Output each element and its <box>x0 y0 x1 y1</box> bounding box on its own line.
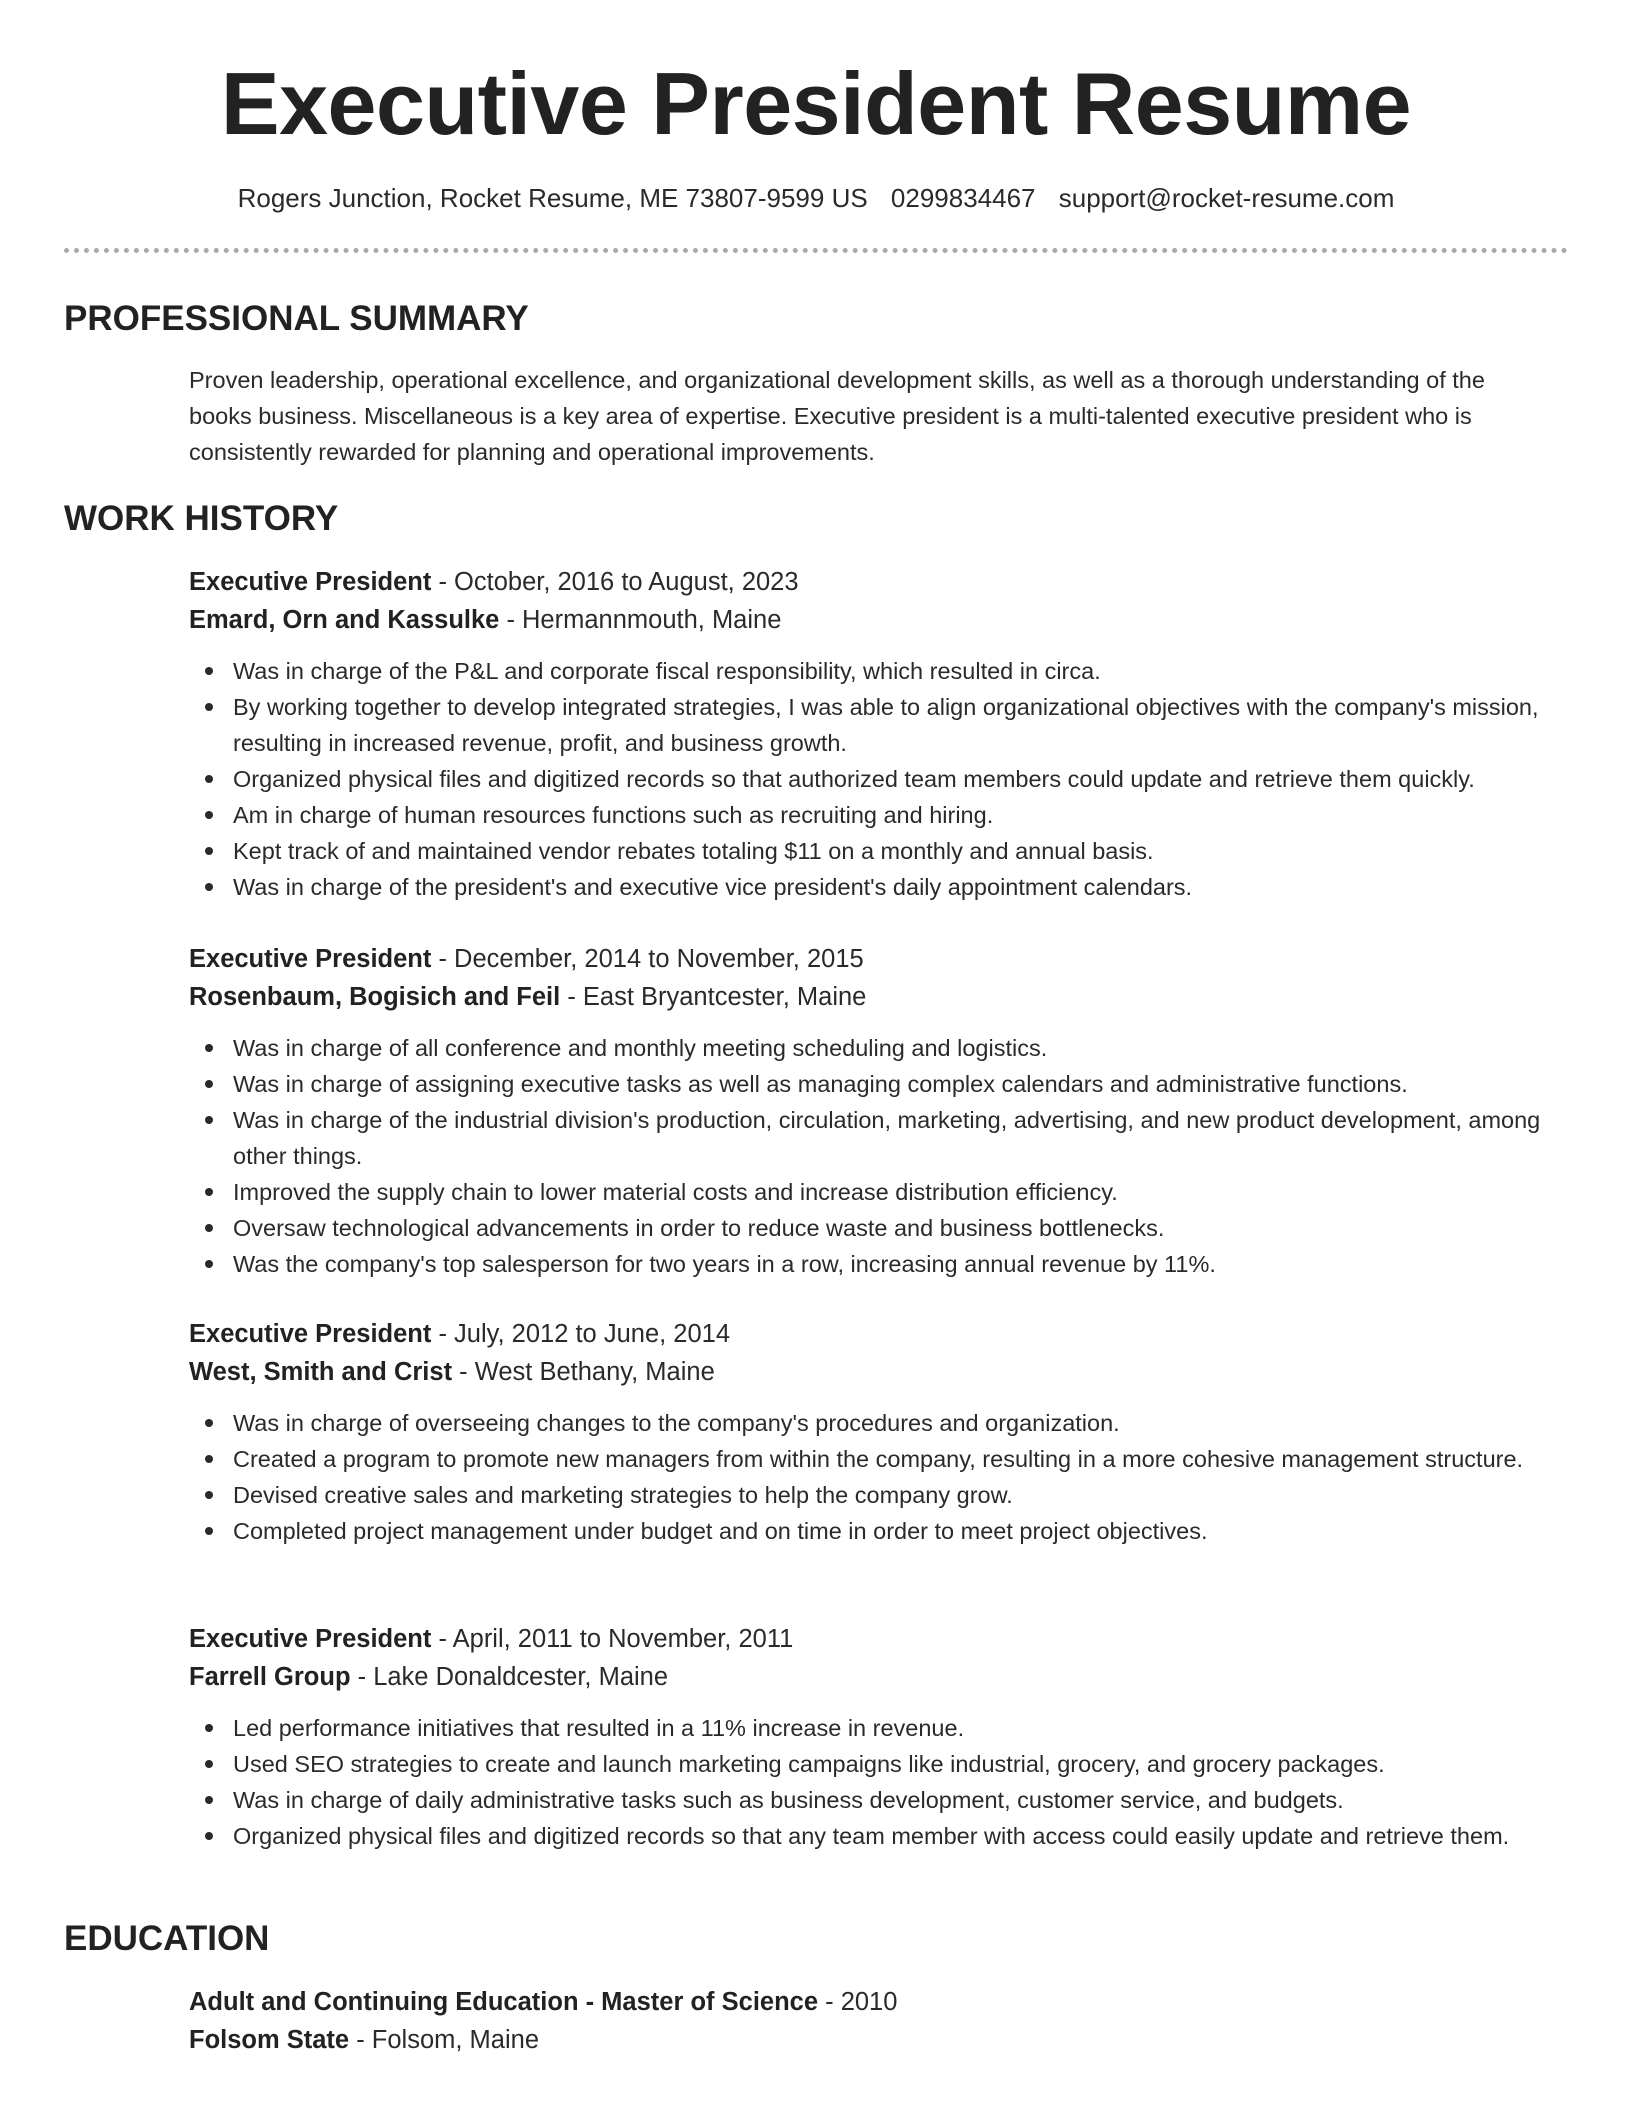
job-dates: - April, 2011 to November, 2011 <box>431 1625 794 1653</box>
list-item: Devised creative sales and marketing strategies to help the company grow. <box>189 1477 1569 1513</box>
contact-email: support@rocket-resume.com <box>1058 183 1395 213</box>
job-bullets <box>189 1405 1569 1549</box>
list-item: Kept track of and maintained vendor rebates totaling $11 on a monthly and annual basis. <box>189 833 1569 869</box>
list-item: Created a program to promote new managers from within the company, resulting in a more cohesive management structure. <box>189 1441 1569 1477</box>
job-entry <box>189 940 1569 1282</box>
job-title: Executive President <box>189 945 432 973</box>
job-company: Emard, Orn and Kassulke <box>189 606 500 634</box>
contact-address: Rogers Junction, Rocket Resume, ME 73807-9599 US <box>237 183 868 213</box>
list-item: Improved the supply chain to lower material costs and increase distribution efficiency. <box>189 1174 1569 1210</box>
summary-line: Proven leadership, operational excellence, and organizational development skills, as well as a thorough understanding of the <box>189 367 1485 393</box>
job-title-line <box>189 1620 1569 1658</box>
job-title-line <box>189 1315 1569 1353</box>
list-item: Was in charge of the president's and executive vice president's daily appointment calendars. <box>189 869 1569 905</box>
list-item: Was in charge of assigning executive tasks as well as managing complex calendars and administrative functions. <box>189 1066 1569 1102</box>
job-bullets <box>189 1710 1569 1854</box>
contact-phone: 0299834467 <box>890 183 1036 213</box>
list-item: Was the company's top salesperson for two years in a row, increasing annual revenue by 11%. <box>189 1246 1569 1282</box>
job-location: - West Bethany, Maine <box>452 1358 715 1386</box>
job-title-line <box>189 563 1569 601</box>
job-company: Rosenbaum, Bogisich and Feil <box>189 983 561 1011</box>
job-company-line <box>189 1658 1569 1696</box>
job-title: Executive President <box>189 1625 432 1653</box>
education-entry <box>189 1983 1569 2059</box>
job-company: Farrell Group <box>189 1663 351 1691</box>
education-degree: Adult and Continuing Education - Master of Science <box>189 1988 819 2016</box>
job-title: Executive President <box>189 568 432 596</box>
list-item: Used SEO strategies to create and launch marketing campaigns like industrial, grocery, and grocery packages. <box>189 1746 1569 1782</box>
page-title: Executive President Resume <box>220 54 1412 153</box>
list-item: Am in charge of human resources functions such as recruiting and hiring. <box>189 797 1569 833</box>
job-title: Executive President <box>189 1320 432 1348</box>
job-company-line <box>189 978 1569 1016</box>
job-company-line <box>189 601 1569 639</box>
education-degree-line <box>189 1983 1569 2021</box>
list-item: Was in charge of daily administrative tasks such as business development, customer service, and budgets. <box>189 1782 1569 1818</box>
job-company: West, Smith and Crist <box>189 1358 453 1386</box>
list-item: Completed project management under budget and on time in order to meet project objectives. <box>189 1513 1569 1549</box>
list-item: Oversaw technological advancements in order to reduce waste and business bottlenecks. <box>189 1210 1569 1246</box>
education-school: Folsom State <box>189 2026 350 2054</box>
section-title-work-history: WORK HISTORY <box>64 499 339 538</box>
education-year: - 2010 <box>818 1988 898 2016</box>
education-location: - Folsom, Maine <box>349 2026 540 2054</box>
job-entry <box>189 1315 1569 1549</box>
section-title-summary: PROFESSIONAL SUMMARY <box>64 299 529 338</box>
job-location: - East Bryantcester, Maine <box>560 983 867 1011</box>
list-item: Was in charge of overseeing changes to the company's procedures and organization. <box>189 1405 1569 1441</box>
summary-text <box>189 362 1569 470</box>
job-location: - Lake Donaldcester, Maine <box>350 1663 669 1691</box>
header-divider <box>64 248 1568 253</box>
summary-line: consistently rewarded for planning and operational improvements. <box>189 439 875 465</box>
list-item: By working together to develop integrated strategies, I was able to align organizational objectives with the company's mission, resulting in increased revenue, profit, and business growth. <box>189 689 1569 761</box>
job-location: - Hermannmouth, Maine <box>499 606 782 634</box>
job-dates: - December, 2014 to November, 2015 <box>431 945 864 973</box>
education-school-line <box>189 2021 1569 2059</box>
list-item: Led performance initiatives that resulted in a 11% increase in revenue. <box>189 1710 1569 1746</box>
list-item: Was in charge of all conference and monthly meeting scheduling and logistics. <box>189 1030 1569 1066</box>
section-title-education: EDUCATION <box>64 1919 270 1958</box>
job-dates: - October, 2016 to August, 2023 <box>431 568 799 596</box>
list-item: Was in charge of the industrial division's production, circulation, marketing, advertising, and new product development, among other things. <box>189 1102 1569 1174</box>
job-company-line <box>189 1353 1569 1391</box>
list-item: Organized physical files and digitized records so that any team member with access could easily update and retrieve them. <box>189 1818 1569 1854</box>
job-title-line <box>189 940 1569 978</box>
summary-line: books business. Miscellaneous is a key area of expertise. Executive president is a multi-talented executive president who is <box>189 403 1472 429</box>
job-bullets <box>189 1030 1569 1282</box>
job-bullets <box>189 653 1569 905</box>
contact-line <box>0 180 1632 216</box>
job-entry <box>189 1620 1569 1854</box>
list-item: Organized physical files and digitized records so that authorized team members could update and retrieve them quickly. <box>189 761 1569 797</box>
job-dates: - July, 2012 to June, 2014 <box>431 1320 731 1348</box>
list-item: Was in charge of the P&L and corporate fiscal responsibility, which resulted in circa. <box>189 653 1569 689</box>
job-entry <box>189 563 1569 905</box>
